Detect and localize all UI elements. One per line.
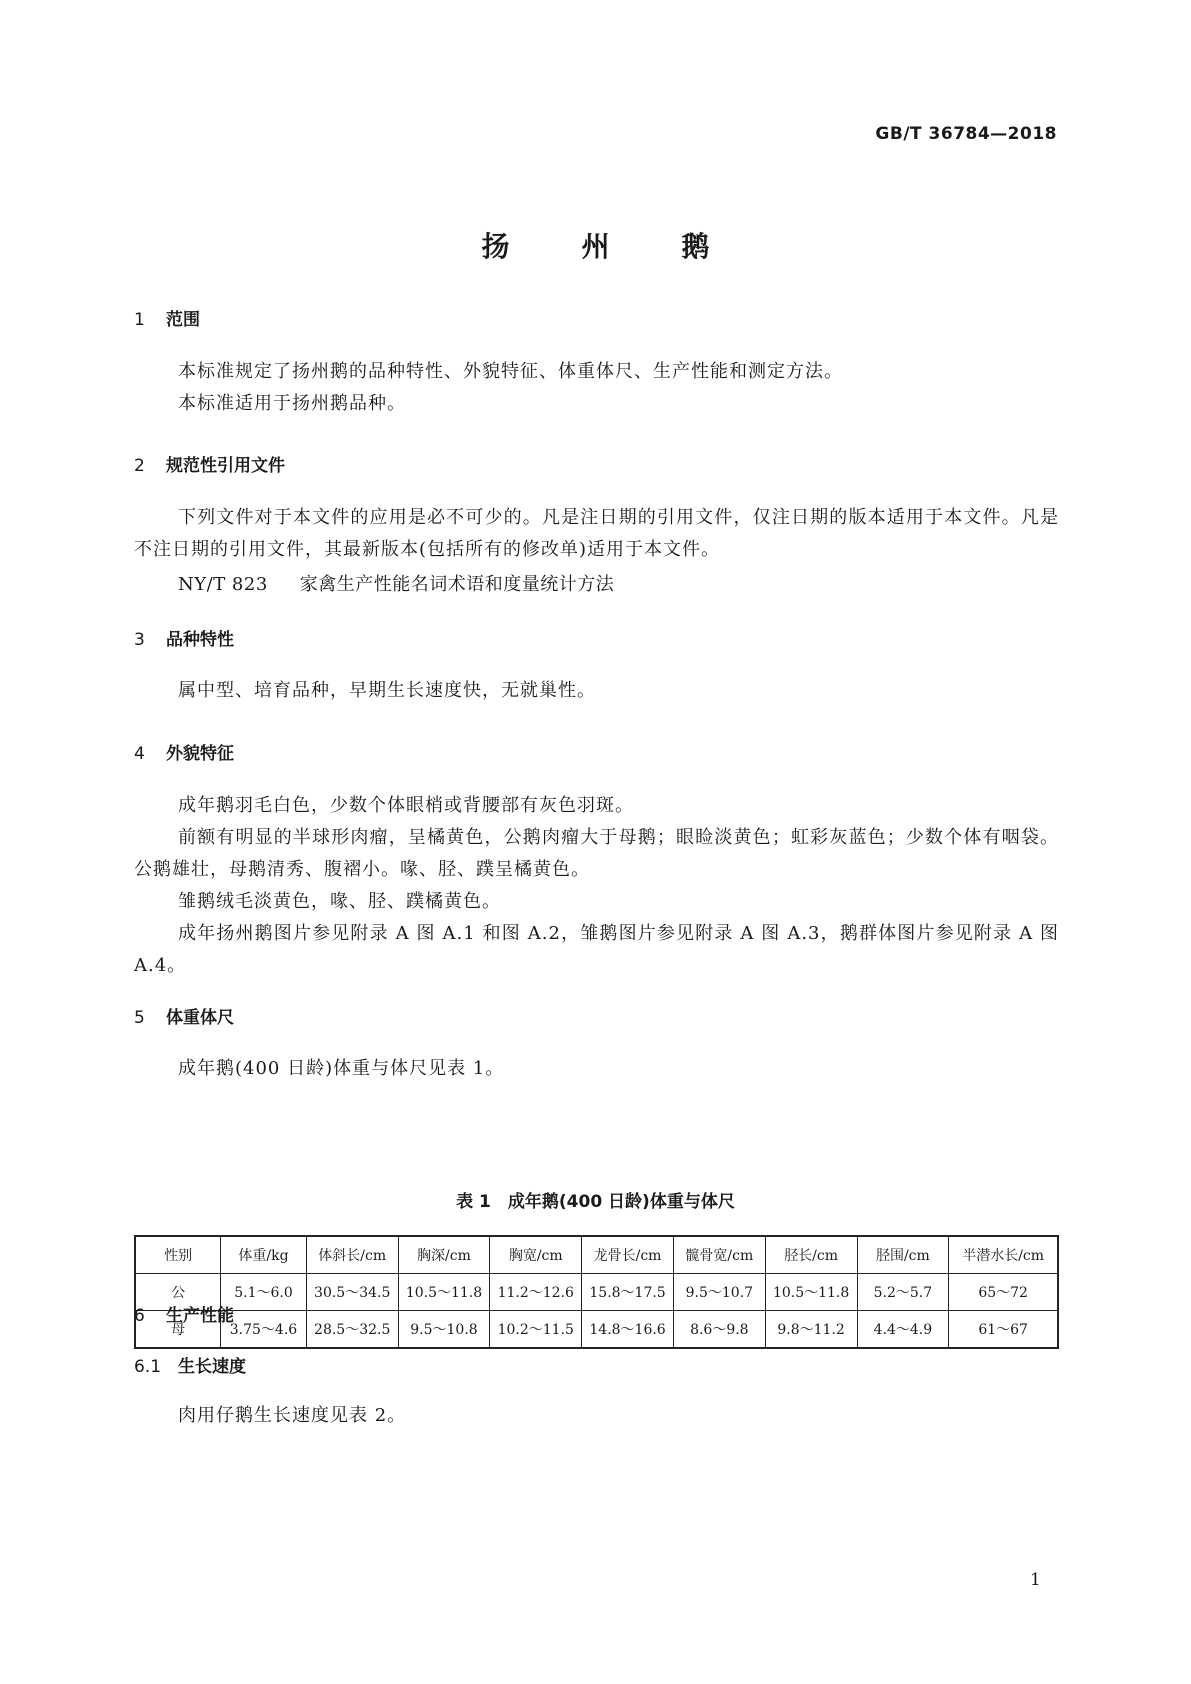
paragraph: 前额有明显的半球形肉瘤，呈橘黄色，公鹅肉瘤大于母鹅；眼睑淡黄色；虹彩灰蓝色；少数个体有咽袋。公鹅雄壮，母鹅清秀、腹褶小。喙、胫、蹼呈橘黄色。: [134, 827, 1059, 880]
header-cell: 胸宽/cm: [490, 1236, 582, 1274]
header-cell: 龙骨长/cm: [582, 1236, 674, 1274]
section-number: 1: [134, 310, 145, 330]
header-cell: 胫长/cm: [765, 1236, 857, 1274]
section-4-heading: [134, 739, 234, 764]
table-cell: 30.5～34.5: [306, 1274, 398, 1311]
paragraph: 本标准适用于扬州鹅品种。: [178, 393, 406, 414]
paragraph: 本标准规定了扬州鹅的品种特性、外貌特征、体重体尺、生产性能和测定方法。: [178, 361, 843, 382]
table-caption: 表 1 成年鹅(400 日龄)体重与体尺: [456, 1192, 735, 1212]
reference-code: NY/T 823: [178, 574, 268, 595]
section-title: 规范性引用文件: [166, 456, 285, 476]
table-cell: 母: [135, 1311, 221, 1349]
section-title: 生长速度: [178, 1357, 246, 1377]
header-cell: 体重/kg: [221, 1236, 307, 1274]
section-number: 6.1: [134, 1357, 162, 1377]
table-cell: 5.1～6.0: [221, 1274, 307, 1311]
section-number: 6: [134, 1306, 145, 1326]
table-cell: 65～72: [949, 1274, 1058, 1311]
paragraph: 雏鹅绒毛淡黄色，喙、胫、蹼橘黄色。: [178, 891, 501, 912]
section-6-heading: [134, 1301, 234, 1326]
table-cell: 15.8～17.5: [582, 1274, 674, 1311]
page-number: 1: [1030, 1570, 1041, 1590]
table-cell: 4.4～4.9: [857, 1311, 949, 1349]
table-cell: 5.2～5.7: [857, 1274, 949, 1311]
table-cell: 14.8～16.6: [582, 1311, 674, 1349]
paragraph: 成年扬州鹅图片参见附录 A 图 A.1 和图 A.2，雏鹅图片参见附录 A 图 A.3，鹅群体图片参见附录 A 图 A.4。: [134, 923, 1059, 976]
title-char: 鹅: [681, 230, 710, 263]
paragraph: 下列文件对于本文件的应用是必不可少的。凡是注日期的引用文件，仅注日期的版本适用于本文件。凡是不注日期的引用文件，其最新版本(包括所有的修改单)适用于本文件。: [134, 507, 1059, 560]
section-title: 生产性能: [166, 1306, 234, 1326]
paragraph: 属中型、培育品种，早期生长速度快，无就巢性。: [178, 680, 596, 701]
normative-reference: [178, 570, 614, 596]
table-cell: 8.6～9.8: [673, 1311, 765, 1349]
section-title: 体重体尺: [166, 1008, 234, 1028]
section-2-heading: [134, 451, 285, 476]
table-cell: 9.8～11.2: [765, 1311, 857, 1349]
table-header-row: [135, 1236, 1058, 1274]
header-cell: 半潜水长/cm: [949, 1236, 1058, 1274]
table-cell: 28.5～32.5: [306, 1311, 398, 1349]
section-title: 范围: [166, 310, 200, 330]
table-cell: 10.5～11.8: [398, 1274, 490, 1311]
section-number: 3: [134, 630, 145, 650]
table-cell: 11.2～12.6: [490, 1274, 582, 1311]
section-number: 2: [134, 456, 145, 476]
section-3-heading: [134, 625, 234, 650]
paragraph: 成年鹅羽毛白色，少数个体眼梢或背腰部有灰色羽斑。: [178, 795, 634, 816]
table-cell: 9.5～10.8: [398, 1311, 490, 1349]
header-cell: 体斜长/cm: [306, 1236, 398, 1274]
paragraph: 成年鹅(400 日龄)体重与体尺见表 1。: [178, 1058, 505, 1079]
table-cell: 3.75～4.6: [221, 1311, 307, 1349]
standard-code: GB/T 36784—2018: [875, 124, 1057, 144]
header-cell: 胸深/cm: [398, 1236, 490, 1274]
body-measurement-table: [134, 1235, 1059, 1349]
section-5-heading: [134, 1003, 234, 1028]
table-cell: 10.5～11.8: [765, 1274, 857, 1311]
section-6-1-heading: [134, 1352, 246, 1377]
header-cell: 性别: [135, 1236, 221, 1274]
header-cell: 胫围/cm: [857, 1236, 949, 1274]
title-char: 扬: [481, 230, 510, 263]
table-cell: 10.2～11.5: [490, 1311, 582, 1349]
table-cell: 9.5～10.7: [673, 1274, 765, 1311]
section-number: 5: [134, 1008, 145, 1028]
table-cell: 61～67: [949, 1311, 1058, 1349]
section-number: 4: [134, 744, 145, 764]
table-row: [135, 1311, 1058, 1349]
section-title: 外貌特征: [166, 744, 234, 764]
reference-title: 家禽生产性能名词术语和度量统计方法: [299, 574, 615, 595]
title-char: 州: [581, 230, 610, 263]
section-title: 品种特性: [166, 630, 234, 650]
header-cell: 髋骨宽/cm: [673, 1236, 765, 1274]
paragraph: 肉用仔鹅生长速度见表 2。: [178, 1405, 407, 1426]
table-cell: 公: [135, 1274, 221, 1311]
document-title: [0, 225, 1191, 265]
table-row: [135, 1274, 1058, 1311]
section-1-heading: [134, 305, 200, 330]
